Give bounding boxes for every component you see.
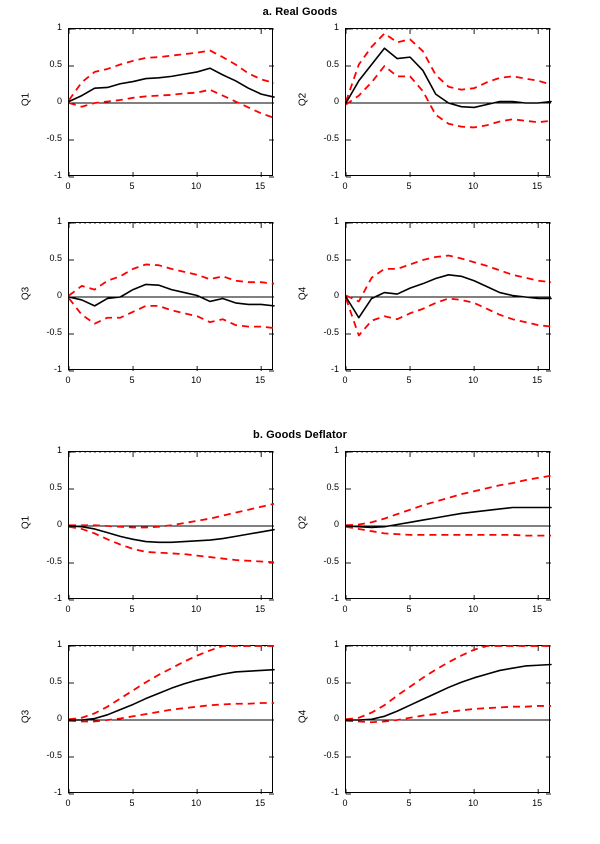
y-axis-label: Q1 [20,515,32,530]
y-tick-label: -0.5 [323,327,339,337]
x-tick-label: 15 [532,798,543,808]
y-tick-label: 1 [56,216,62,226]
series-response [69,284,274,305]
x-tick-label: 5 [129,604,135,614]
y-tick-label: -1 [53,364,62,374]
y-tick-label: -1 [53,170,62,180]
y-tick-label: -0.5 [323,133,339,143]
x-tick-label: 15 [255,375,266,385]
x-tick-label: 15 [532,181,543,191]
y-axis-label: Q2 [297,515,309,530]
y-tick-label: 0.5 [49,59,62,69]
y-tick-label: -1 [330,170,339,180]
plot-canvas [69,29,274,177]
plot-canvas [69,223,274,371]
x-tick-label: 0 [65,375,71,385]
y-tick-label: -0.5 [46,327,62,337]
y-tick-label: -1 [330,787,339,797]
y-axis-label: Q1 [20,92,32,107]
series-lower-band [346,66,551,127]
series-upper-band [69,50,274,100]
axes-frame [68,28,273,176]
y-tick-label: -1 [330,593,339,603]
y-tick-label: 1 [333,22,339,32]
series-upper-band [69,646,274,719]
plot-canvas [69,452,274,600]
y-tick-label: 1 [333,216,339,226]
x-tick-label: 10 [191,798,202,808]
x-tick-label: 15 [255,181,266,191]
y-tick-label: 0.5 [326,253,339,263]
series-response [346,665,551,721]
y-tick-label: 0 [56,519,62,529]
series-response [69,670,274,720]
x-tick-label: 5 [406,181,412,191]
x-tick-label: 10 [468,604,479,614]
y-tick-label: 1 [333,445,339,455]
panel-title-a: a. Real Goods [262,6,338,18]
y-tick-label: 0 [56,290,62,300]
x-tick-label: 10 [468,181,479,191]
y-tick-label: 0 [56,96,62,106]
series-upper-band [346,256,551,302]
series-upper-band [346,646,551,719]
series-lower-band [346,527,551,536]
series-response [69,526,274,542]
series-upper-band [346,476,551,526]
y-tick-label: 0.5 [49,253,62,263]
plot-canvas [346,452,551,600]
x-tick-label: 0 [65,604,71,614]
series-upper-band [69,264,274,295]
y-axis-label: Q3 [20,286,32,301]
x-tick-label: 0 [342,375,348,385]
axes-frame [345,28,550,176]
subplot-b-q1 [10,441,285,623]
y-tick-label: -0.5 [323,556,339,566]
y-tick-label: 1 [56,22,62,32]
y-tick-label: 1 [56,445,62,455]
y-tick-label: 0.5 [326,676,339,686]
x-tick-label: 15 [255,604,266,614]
subplot-a-q4 [287,212,562,394]
x-tick-label: 5 [129,375,135,385]
x-tick-label: 0 [342,181,348,191]
series-response [346,275,551,318]
y-tick-label: -1 [53,593,62,603]
y-axis-label: Q4 [297,286,309,301]
plot-canvas [69,646,274,794]
x-tick-label: 0 [342,604,348,614]
y-tick-label: 1 [56,639,62,649]
series-response [346,508,551,528]
x-tick-label: 10 [191,181,202,191]
subplot-b-q4 [287,635,562,817]
x-tick-label: 10 [191,375,202,385]
panel-title-b: b. Goods Deflator [253,429,347,441]
x-tick-label: 0 [342,798,348,808]
x-tick-label: 10 [468,375,479,385]
x-tick-label: 15 [532,375,543,385]
y-tick-label: 0.5 [326,59,339,69]
series-upper-band [69,504,274,528]
axes-frame [68,222,273,370]
series-lower-band [346,298,551,335]
x-tick-label: 5 [129,181,135,191]
x-tick-label: 0 [65,798,71,808]
y-tick-label: 0 [56,713,62,723]
y-tick-label: -0.5 [323,750,339,760]
subplot-b-q2 [287,441,562,623]
series-upper-band [346,33,551,101]
axes-frame [68,645,273,793]
axes-frame [345,451,550,599]
series-lower-band [69,527,274,563]
y-tick-label: -1 [53,787,62,797]
y-tick-label: 0 [333,290,339,300]
y-tick-label: -1 [330,364,339,374]
y-tick-label: 0 [333,519,339,529]
series-lower-band [69,703,274,722]
y-tick-label: -0.5 [46,750,62,760]
y-tick-label: 0.5 [49,676,62,686]
subplot-b-q3 [10,635,285,817]
x-tick-label: 10 [191,604,202,614]
y-tick-label: 1 [333,639,339,649]
y-tick-label: -0.5 [46,133,62,143]
x-tick-label: 0 [65,181,71,191]
x-tick-label: 5 [406,604,412,614]
axes-frame [68,451,273,599]
plot-canvas [346,29,551,177]
series-response [69,68,274,101]
y-tick-label: 0 [333,96,339,106]
y-tick-label: 0.5 [49,482,62,492]
axes-frame [345,222,550,370]
plot-canvas [346,646,551,794]
x-tick-label: 15 [532,604,543,614]
y-tick-label: -0.5 [46,556,62,566]
x-tick-label: 5 [406,798,412,808]
y-tick-label: 0 [333,713,339,723]
subplot-a-q3 [10,212,285,394]
y-axis-label: Q4 [297,709,309,724]
plot-canvas [346,223,551,371]
x-tick-label: 10 [468,798,479,808]
y-tick-label: 0.5 [326,482,339,492]
series-lower-band [69,90,274,118]
subplot-a-q1 [10,18,285,200]
y-axis-label: Q2 [297,92,309,107]
subplot-a-q2 [287,18,562,200]
y-axis-label: Q3 [20,709,32,724]
x-tick-label: 5 [129,798,135,808]
axes-frame [345,645,550,793]
x-tick-label: 5 [406,375,412,385]
x-tick-label: 15 [255,798,266,808]
